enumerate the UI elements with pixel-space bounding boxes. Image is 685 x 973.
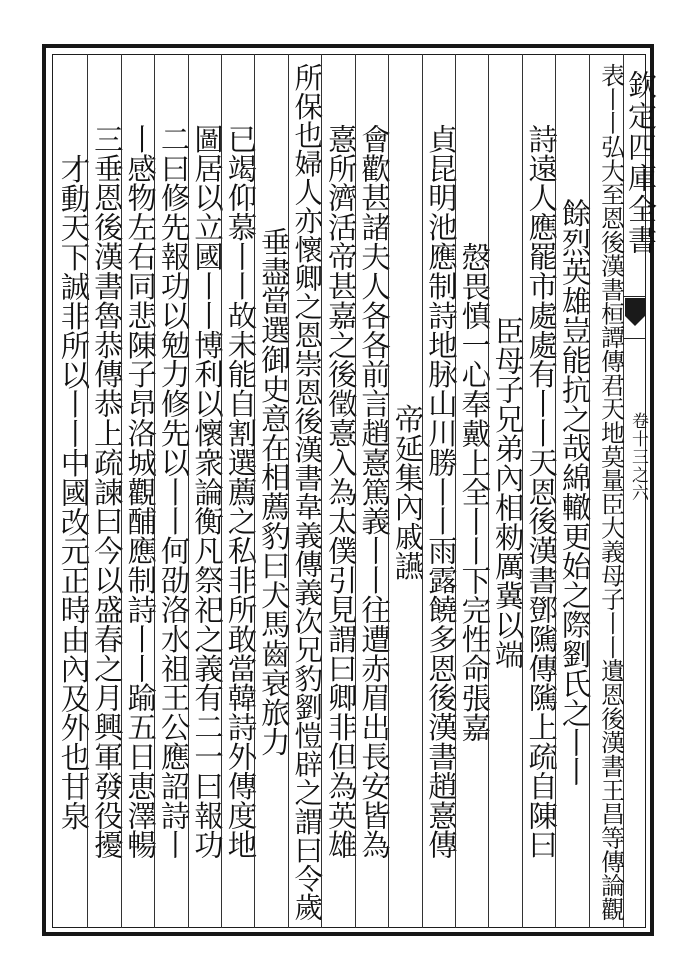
column-rule — [121, 54, 122, 928]
text-column-8: 會歡甚諸夫人各各前言趙憙篤義丨丨往遭赤眉出長安皆為 — [357, 124, 392, 860]
column-rule — [589, 54, 590, 928]
column-rule — [488, 54, 489, 928]
column-rule — [355, 54, 356, 928]
text-column-3: 詩遠人應罷市處處有丨丨天恩後漢書鄧隲傳隲上疏自陳曰 — [524, 124, 559, 860]
text-column-10: 所保也婦人亦懷卿之恩崇恩後漢書韋義傳義次兄豹劉愷辟之謂曰令歲 — [290, 63, 325, 921]
text-column-9: 憙所濟活帝甚嘉之後徵憙入為太僕引見謂曰卿非但為英雄 — [323, 124, 358, 860]
text-column-12: 已竭仰慕丨丨故未能自割選薦之私非所敢當韓詩外傳度地 — [223, 124, 258, 860]
juan-label: 卷十三之六 — [628, 412, 648, 502]
column-rule — [422, 54, 423, 928]
text-column-15: 丨感物左右同悲陳子昂洛城觀酺應制詩丨丨踰五日恵澤暢 — [123, 124, 158, 860]
column-rule — [321, 54, 322, 928]
text-column-11: 垂盡當選御史意在相薦豹曰犬馬齒衰旅力 — [256, 227, 291, 757]
text-column-13: 圖居以立國丨丨博利以懷衆論衡凡祭祀之義有二一曰報功 — [190, 124, 225, 860]
text-column-5: 慤畏慎一心奉戴上全丨丨下完性命張嘉 — [457, 242, 492, 742]
column-rule — [221, 54, 222, 928]
book-title: 欽定四庫全書 — [624, 70, 658, 256]
column-rule — [388, 54, 389, 928]
fishtail-rule-bottom — [623, 338, 646, 339]
text-column-16: 三垂恩後漢書魯恭傳恭上疏諫曰今以盛春之月興軍發役擾 — [89, 124, 124, 860]
column-rule — [188, 54, 189, 928]
column-rule — [254, 54, 255, 928]
column-rule — [555, 54, 556, 928]
column-rule — [87, 54, 88, 928]
column-rule — [455, 54, 456, 928]
text-column-1: 表丨丨弘大至恩後漢書桓譚傳君天地莫量臣大義母子丨丨遺恩後漢書王昌等傳論觀 — [596, 63, 625, 921]
text-column-14: 二曰修先報功以勉力修先以丨丨何劭洛水祖王公應詔詩丨 — [156, 124, 191, 860]
column-rule — [288, 54, 289, 928]
text-column-17: 才動天下誠非所以丨丨中國改元正時由內及外也甘泉 — [56, 153, 91, 831]
text-column-2: 餘烈英雄豈能抗之哉綿轍更始之際劉氏之丨丨 — [557, 197, 592, 787]
text-column-6: 貞昆明池應制詩地脉山川勝丨丨雨露饒多恩後漢書趙憙傳 — [423, 124, 458, 860]
text-column-7: 帝延集內戚讌 — [390, 403, 425, 581]
text-column-4: 臣母子兄弟內相勑厲冀以端 — [490, 315, 525, 669]
column-rule — [522, 54, 523, 928]
column-rule — [154, 54, 155, 928]
fishtail-rule-top — [623, 296, 646, 297]
fishtail-mark — [625, 298, 645, 328]
